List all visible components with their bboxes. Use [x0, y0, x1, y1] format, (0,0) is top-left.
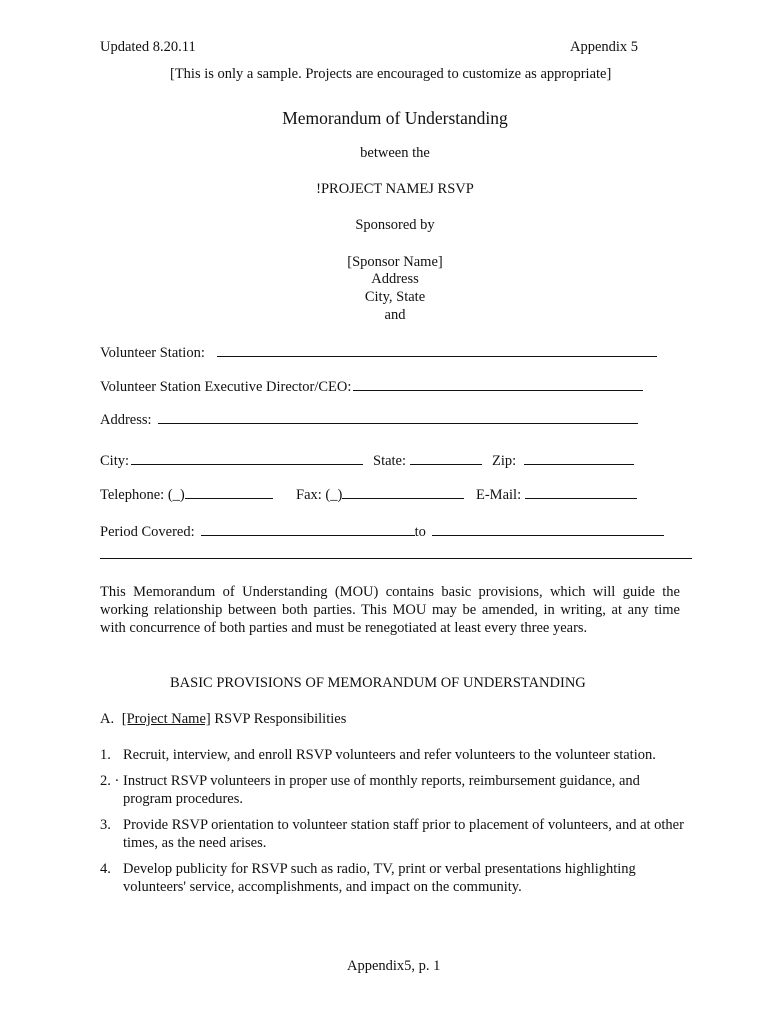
sponsor-address: Address — [371, 271, 419, 287]
telephone-blank[interactable] — [185, 484, 273, 499]
city-row — [100, 450, 363, 470]
address-blank[interactable] — [158, 409, 638, 424]
zip-blank[interactable] — [524, 450, 634, 465]
document-title: Memorandum of Understanding — [282, 108, 508, 128]
state-row — [373, 450, 482, 470]
telephone-label: Telephone: (_) — [100, 487, 185, 503]
to-label: to — [414, 524, 426, 540]
project-name: !PROJECT NAMEJ RSVP — [316, 181, 474, 197]
executive-director-blank[interactable] — [353, 376, 643, 391]
section-a-title: RSVP Responsibilities — [214, 711, 347, 727]
email-blank[interactable] — [525, 484, 637, 499]
appendix-label: Appendix 5 — [570, 39, 639, 55]
page-footer: Appendix5, p. 1 — [347, 958, 441, 974]
period-covered-row — [100, 521, 664, 541]
intro-paragraph: This Memorandum of Understanding (MOU) contains basic provisions, which will guide the working relationship between both parties. This MOU may be amended, in writing, at any time with concurrence of both parties and must be renegotiated at least every three years. — [100, 584, 680, 637]
sponsor-name: [Sponsor Name] — [347, 254, 443, 270]
state-label: State: — [373, 453, 407, 469]
list-item-number: 1. — [100, 747, 111, 763]
list-item — [100, 860, 690, 896]
period-covered-label: Period Covered: — [100, 524, 195, 540]
sample-note: [This is only a sample. Projects are encouraged to customize as appropriate] — [170, 66, 612, 82]
fax-blank[interactable] — [342, 484, 464, 499]
sponsor-city-state: City, State — [364, 289, 426, 305]
executive-director-row — [100, 376, 643, 396]
address-row — [100, 409, 638, 429]
list-item-text: Provide RSVP orientation to volunteer station staff prior to placement of volunteers, and at other times, as the need arises. — [123, 817, 684, 851]
zip-row — [492, 450, 634, 470]
between-text: between the — [360, 145, 430, 161]
list-item-number: 3. — [100, 817, 111, 833]
volunteer-station-blank[interactable] — [217, 342, 657, 357]
city-label: City: — [100, 453, 130, 469]
section-divider — [100, 558, 692, 559]
list-item-text: Develop publicity for RSVP such as radio, TV, print or verbal presentations highlighting volunteers' service, accomplishments, and impact on the community. — [123, 861, 636, 895]
list-item-text: Instruct RSVP volunteers in proper use of monthly reports, reimbursement guidance, and program procedures. — [123, 773, 640, 807]
list-item — [100, 816, 690, 852]
executive-director-label: Volunteer Station Executive Director/CEO: — [100, 379, 352, 395]
section-a-project-name: [Project Name] — [121, 711, 211, 727]
provisions-heading: BASIC PROVISIONS OF MEMORANDUM OF UNDERSTANDING — [170, 675, 586, 691]
volunteer-station-row — [100, 342, 657, 362]
period-start-blank[interactable] — [201, 521, 415, 536]
fax-row — [296, 484, 464, 504]
telephone-row — [100, 484, 273, 504]
sponsored-by: Sponsored by — [355, 217, 435, 233]
fax-label: Fax: (_) — [296, 487, 343, 503]
section-a-prefix: A. — [100, 711, 115, 727]
period-end-blank[interactable] — [432, 521, 664, 536]
list-item — [100, 772, 690, 808]
email-label: E-Mail: — [476, 487, 522, 503]
and-text: and — [384, 307, 406, 323]
state-blank[interactable] — [410, 450, 482, 465]
volunteer-station-label: Volunteer Station: — [100, 345, 205, 361]
list-item-text: Recruit, interview, and enroll RSVP volunteers and refer volunteers to the volunteer station. — [123, 747, 656, 763]
city-blank[interactable] — [131, 450, 363, 465]
address-label: Address: — [100, 412, 152, 428]
list-item-number: 2. · — [100, 773, 120, 789]
updated-date: Updated 8.20.11 — [100, 39, 196, 55]
email-row — [476, 484, 637, 504]
zip-label: Zip: — [492, 453, 517, 469]
list-item-number: 4. — [100, 861, 111, 877]
section-a-heading — [100, 711, 346, 728]
list-item — [100, 746, 690, 764]
